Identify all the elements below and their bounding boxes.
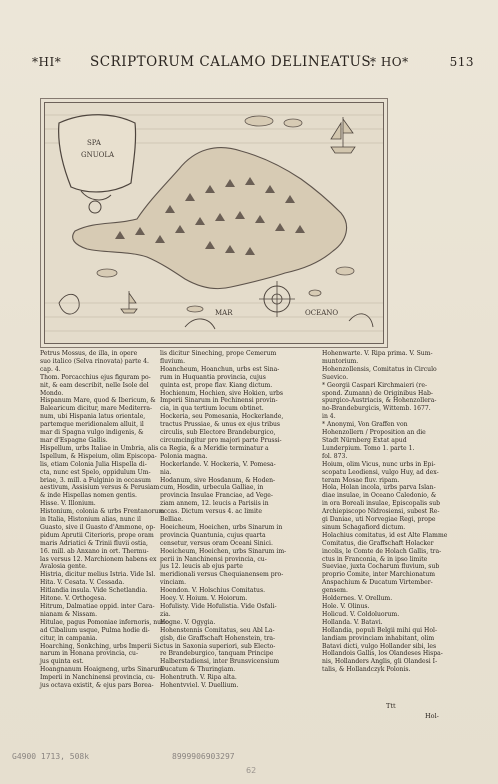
text-line: provincia Quantunia, cujus quarta [160, 531, 266, 539]
text-line: briae, 3. mill. a Fulginio in occasum [40, 476, 151, 484]
text-line: proprio Comite, inter Marchionatum [322, 571, 436, 579]
text-line: Suevico. [322, 373, 349, 381]
text-line: talis, & Hollandczyk Polonis. [322, 666, 411, 674]
text-line: Hockeria, seu Pomesania, Hockerlande, [160, 413, 284, 421]
text-line: re Brandeburgico, tanquam Principe [160, 650, 274, 658]
text-line: zia. [160, 610, 171, 618]
text-line: Polonia magna. [160, 452, 208, 460]
text-line: muntorium. [322, 357, 359, 365]
running-header [30, 52, 474, 74]
text-line: Hitlandia insula. Vide Schetlandia. [40, 587, 148, 595]
text-line: maris Adriatici & Trinii fluvii ostia, [40, 539, 148, 547]
text-line: cap. 4. [40, 365, 61, 373]
column-right [322, 350, 470, 674]
text-line: Hoancheum, Hoanchun, urbs est Sina- [160, 365, 280, 373]
text-line: citur, in campania. [40, 634, 98, 642]
text-line: Archiepiscopo Nidrosiensi, subest Re- [322, 508, 440, 516]
map-illustration [45, 103, 383, 343]
text-line: Hohenzollern / Proposition an die [322, 429, 426, 437]
text-line: lis, etiam Colonia Julia Hispella di- [40, 460, 147, 468]
text-line: quinta est, prope flav. Kiang dictum. [160, 381, 273, 389]
text-line: Hollandia, populi Belgii mihi qui Hol- [322, 626, 438, 634]
text-line: pidum Aprutii Citerioris, prope oram [40, 531, 154, 539]
text-line: jus 12. leucis ab ejus parte [160, 563, 243, 571]
text-line: Lunderpium. Tomo 1. parte 1. [322, 444, 415, 452]
text-line: Hitrum, Dalmatiae oppid. inter Cara- [40, 603, 155, 610]
text-line: Hochienum, Hochien, sive Hokien, urbs [160, 389, 284, 397]
text-line: censetur, versus oram Oceani Sinici. [160, 539, 273, 547]
text-line: Hoangnanum Hoaigneng, urbs Sinarum [40, 666, 164, 674]
text-line: Avalosia gente. [40, 563, 87, 571]
text-line: Hohenstennis Comitatus, seu Abl La- [160, 626, 275, 634]
text-line: Hohentruth. V. Ripa alta. [160, 674, 237, 682]
text-line: sinum Schagafiord dictum. [322, 523, 406, 531]
text-line: Holdernes. V. Orellum. [322, 595, 393, 603]
text-line: no-Brandeburgicis, Wittemb. 1677. [322, 405, 431, 413]
signature-mark: Ttt [386, 702, 396, 710]
text-line: Hoendon. V. Holschius Comitatus. [160, 587, 266, 595]
text-line: ca Regia, & a Meridie terminatur a [160, 444, 269, 452]
page-number: 513 [449, 55, 474, 69]
map-engraving [44, 102, 384, 344]
header-title: SCRIPTORUM CALAMO DELINEATUS. [90, 54, 376, 70]
text-line: gisb, die Graffschaft Hohenstein, tra- [160, 634, 276, 642]
text-line: Petrus Mossus, de illa, in opere [40, 350, 138, 357]
text-line: jus octava existit, & ejus pars Borea- [40, 682, 154, 690]
text-line: ziam annem, 12. leucis a Parisiis in [160, 500, 269, 508]
text-line: narum in Honana provincia, cu- [40, 650, 139, 658]
text-line: Comitatus, die Graffschaft Holacker [322, 539, 434, 547]
text-line: diae insulae, in Oceano Caledonio, & [322, 492, 437, 500]
text-line: Hoeicheum, Hoeichen, urbs Sinarum im- [160, 547, 287, 555]
text-line: Guasto, sive il Guasto d'Ammone, op- [40, 523, 156, 531]
text-line: occas. Dictum versus 4. ac limite [160, 508, 262, 516]
sea-label: MAR [215, 309, 233, 317]
text-line: nianam & Nissam. [40, 610, 98, 618]
text-line: Halberstadiensi, inter Brunsvicensium [160, 658, 280, 666]
text-line: suo italico (Selva rinovata) parte 4. [40, 357, 149, 365]
text-line: incolis, le Comte de Holach Gallis, tra- [322, 547, 442, 555]
text-line: * Georgii Caspari Kirchmaieri (re- [322, 381, 428, 389]
text-line: Histonium, colonia & urbs Frentanorum [40, 508, 165, 516]
text-line: mar di Spagna vulgo indigenis, & [40, 429, 144, 437]
text-line: scopatu Leodiensi, vulgo Huy, ad dex- [322, 468, 439, 476]
text-line: perii in Nanchinensi provincia, cu- [160, 555, 267, 563]
column-middle [160, 350, 314, 690]
text-line: Hoey. V. Hoium. V. Hoiorum. [160, 595, 248, 603]
text-line: las versus 12. Marchionem habens ex [40, 555, 157, 563]
text-line: circumcingitur pro majori parte Prussi- [160, 436, 282, 444]
text-line: cta, nunc est Spelo, oppidulum Um- [40, 468, 151, 476]
text-line: Balearicum dicitur, mare Mediterra- [40, 405, 153, 413]
text-line: Hola, Holan incola, urbs parva Islan- [322, 484, 436, 492]
text-line: Hodanum, sive Hosdanum, & Hoden- [160, 476, 276, 484]
text-line: landiam provinciam inhabitant, olim [322, 634, 435, 642]
text-line: 16. mill. ab Anxano in ort. Thermu- [40, 547, 149, 555]
text-line: in 4. [322, 413, 336, 421]
text-line: spurgico-Austriacis, & Hohenzollera- [322, 397, 437, 405]
text-columns [40, 350, 470, 710]
text-line: Hoeicheum, Hoeichen, urbs Sinarum in [160, 523, 283, 531]
text-line: circulis, sub Electore Brandeburgico, [160, 429, 276, 437]
text-line: aestivum, Assisium versus & Perusiam [40, 484, 160, 492]
text-line: Hita. V. Cesata. V. Cessada. [40, 579, 125, 587]
text-line: nis, Hollanders Anglis, gli Olandesi I- [322, 658, 438, 666]
text-line: ad Cibalium usque, Pulma hodie di- [40, 626, 150, 634]
text-line: vinciam. [160, 579, 187, 587]
pencil-note-left: G4900 1713, 508k [12, 752, 90, 761]
catchword: Hol- [425, 712, 439, 720]
text-line: Hollanda. V. Batavi. [322, 618, 383, 626]
text-line: partemque meridionalem alluit, il [40, 421, 144, 429]
text-line: cia, in qua tertium locum obtinet. [160, 405, 264, 413]
text-line: Hole. V. Olinus. [322, 603, 370, 610]
text-line: gi Daniae, uti Norvegiae Regi, prope [322, 516, 436, 524]
text-line: jus quinta est. [40, 658, 84, 666]
text-line: Hohentvviel. V. Duellium. [160, 682, 239, 690]
text-line: Hofulisty. Vide Hofulistia. Vide Osfali- [160, 603, 277, 610]
text-line: Holicud. V. Coldoluorum. [322, 610, 400, 618]
text-line: ctus in Saxonia superiori, sub Electo- [160, 642, 276, 650]
text-line: Anspachium & Ducatum Virtember- [322, 579, 433, 587]
text-line: Hitulae, pagus Pomoniae infernoris, nunc [40, 618, 169, 626]
text-line: * Anonymi, Von Graffen von [322, 421, 408, 429]
text-line: Hohenwarte. V. Ripa prima. V. Sum- [322, 350, 433, 357]
sea-label: OCEANO [305, 309, 339, 317]
text-line: Hoarching, Sonkching, urbs Imperii Si- [40, 642, 162, 650]
text-line: Batavi dicti, vulgo Hollander sibi, les [322, 642, 437, 650]
text-line: Imperii in Nanchinensi provincia, cu- [40, 674, 155, 682]
cartouche-label: GNUOLA [81, 151, 115, 159]
text-line: tractus Prussiae, & unus ex ejus tribus [160, 421, 281, 429]
text-line: Hogne. V. Ogygia. [160, 618, 216, 626]
text-line: Thom. Porcacchius ejus figuram po- [40, 373, 151, 381]
text-line: cum, Hosdin, urbecula Galliae, in [160, 484, 264, 492]
text-line: Hockerlande. V. Hockeria, V. Pomesa- [160, 460, 276, 468]
text-line: Hohenzollensis, Comitatus in Circulo [322, 365, 437, 373]
pencil-note-center: 8999906903297 [172, 752, 235, 761]
pencil-page-number: 62 [246, 766, 257, 775]
text-line: & inde Hispellas nomen gentis. [40, 492, 137, 500]
text-line: Hitone. V. Orthogesa. [40, 595, 107, 603]
text-line: fol. 873. [322, 452, 348, 460]
text-line: Hoium, olim Vicus, nunc urbs in Epi- [322, 460, 436, 468]
cartouche-label: SPA [87, 139, 101, 147]
text-line: fluvium. [160, 357, 186, 365]
text-line: Histria, dicitur melius Istria. Vide Isl. [40, 571, 156, 579]
text-line: provincia Insulae Franciae, ad Vege- [160, 492, 273, 500]
text-line: lis dicitur Sineching, prope Cemerum [160, 350, 277, 357]
header-left: *HI* [32, 55, 62, 69]
text-line: Holachius comitatus, id est Alte Flamme [322, 531, 448, 539]
text-line: Stadt Nürnberg Extat apud [322, 436, 407, 444]
text-line: Hispanum Mare, quod & Ibericum, & [40, 397, 156, 405]
text-line: Hispellum, urbs Italiae in Umbria, alis [40, 444, 159, 452]
text-line: teram Mosae fluv. ripam. [322, 476, 400, 484]
cartouche-ornament [59, 115, 136, 213]
text-line: Sueviae, juxta Cocharum fluvium, sub [322, 563, 440, 571]
text-line: gensem. [322, 587, 348, 595]
text-line: Hollandois Gallis, los Olandeses Hispa- [322, 650, 443, 658]
text-line: spond. Zumann) de Originibus Hab- [322, 389, 433, 397]
text-line: nia. [160, 468, 172, 476]
text-line: meridionali versus Chequianensem pro- [160, 571, 284, 579]
header-right: * HO* [370, 55, 409, 69]
text-line: mar d'Espagne Gallis. [40, 436, 108, 444]
text-line: in Italia, Histonium alias, nunc il [40, 516, 141, 524]
text-line: nit, & eam describit, nelle Isole del [40, 381, 149, 389]
compass-rose-icon [259, 281, 295, 317]
text-line: Ispellum, & Hispeium, olim Episcopa- [40, 452, 157, 460]
text-line: Mondo. [40, 389, 64, 397]
text-line: rum in Huquantia provincia, cujus [160, 373, 266, 381]
text-line: ctus in Franconia, & in ipso limite [322, 555, 428, 563]
text-line: Imperii Sinarum in Pechinensi provin- [160, 397, 278, 405]
text-line: Belliae. [160, 516, 184, 524]
text-line: Hisse. V. Illonium. [40, 500, 96, 508]
text-line: num, ubi Hispania latus orientale, [40, 413, 146, 421]
text-line: in ora Boreali insulae, Episcopalis sub [322, 500, 441, 508]
text-line: Ducatum & Thuringiam. [160, 666, 236, 674]
